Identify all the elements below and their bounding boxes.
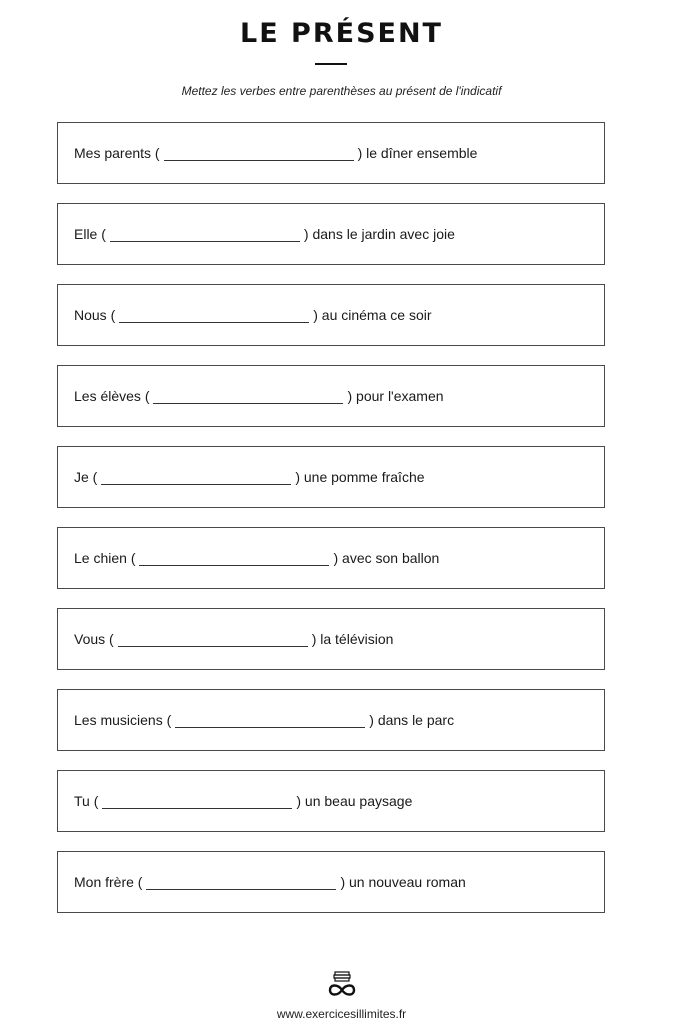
exercise-item — [57, 122, 605, 184]
sentence-end: ) le dîner ensemble — [357, 145, 478, 161]
sentence-start: Le chien ( — [74, 550, 136, 566]
sentence-end: ) dans le parc — [369, 712, 455, 728]
sentence-start: Les musiciens ( — [74, 712, 172, 728]
exercise-item — [57, 770, 605, 832]
sentence-end: ) la télévision — [311, 631, 394, 647]
sentence-start: Les élèves ( — [74, 388, 150, 404]
sentence-end: ) pour l'examen — [347, 388, 444, 404]
sentence-end: ) une pomme fraîche — [295, 469, 425, 485]
exercise-item — [57, 689, 605, 751]
exercise-item — [57, 527, 605, 589]
page-title: LE PRÉSENT — [240, 18, 443, 49]
sentence-end: ) un beau paysage — [296, 793, 413, 809]
answer-blank[interactable] — [146, 888, 336, 890]
sentence-end: ) un nouveau roman — [340, 874, 466, 890]
exercise-list — [57, 122, 605, 932]
footer-url[interactable]: www.exercicesillimites.fr — [276, 1007, 407, 1021]
answer-blank[interactable] — [119, 321, 309, 323]
answer-blank[interactable] — [118, 645, 308, 647]
exercise-item — [57, 365, 605, 427]
exercise-item — [57, 608, 605, 670]
instruction-text: Mettez les verbes entre parenthèses au présent de l'indicatif — [181, 84, 502, 98]
answer-blank[interactable] — [102, 807, 292, 809]
sentence-start: Tu ( — [74, 793, 99, 809]
answer-blank[interactable] — [153, 402, 343, 404]
exercise-item — [57, 203, 605, 265]
answer-blank[interactable] — [175, 726, 365, 728]
title-divider — [315, 63, 347, 65]
exercise-item — [57, 284, 605, 346]
sentence-start: Elle ( — [74, 226, 106, 242]
infinity-books-icon — [325, 970, 359, 1000]
answer-blank[interactable] — [164, 159, 354, 161]
sentence-start: Je ( — [74, 469, 98, 485]
exercise-item — [57, 446, 605, 508]
answer-blank[interactable] — [101, 483, 291, 485]
sentence-end: ) avec son ballon — [333, 550, 440, 566]
answer-blank[interactable] — [110, 240, 300, 242]
sentence-end: ) dans le jardin avec joie — [303, 226, 455, 242]
sentence-start: Vous ( — [74, 631, 114, 647]
sentence-start: Mon frère ( — [74, 874, 143, 890]
sentence-start: Nous ( — [74, 307, 116, 323]
exercise-item — [57, 851, 605, 913]
sentence-end: ) au cinéma ce soir — [313, 307, 432, 323]
sentence-start: Mes parents ( — [74, 145, 160, 161]
answer-blank[interactable] — [139, 564, 329, 566]
